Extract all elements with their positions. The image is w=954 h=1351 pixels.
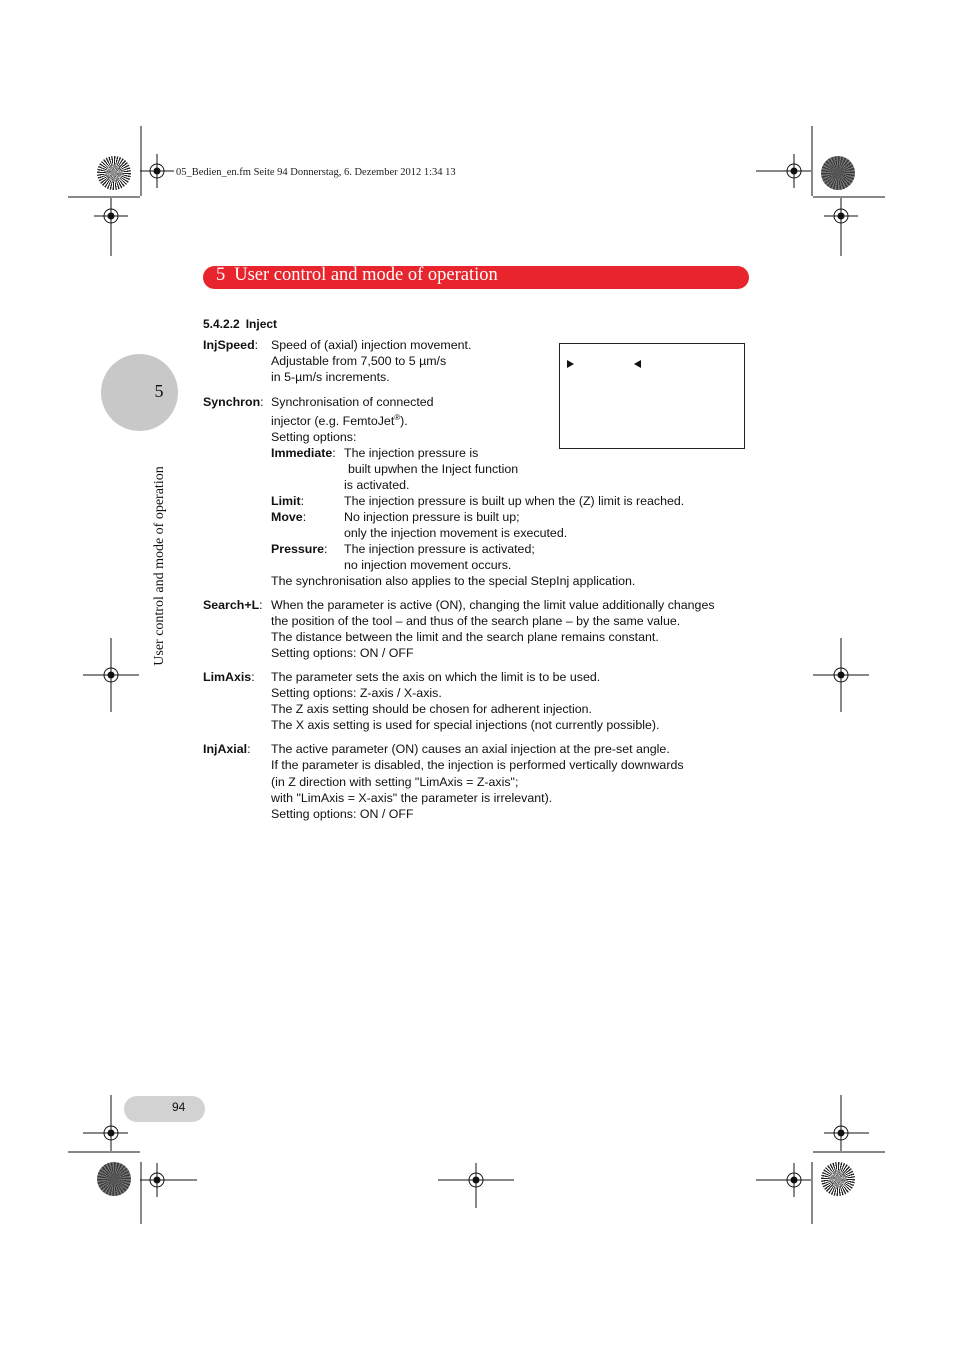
triangle-left-icon [634,360,641,368]
triangle-right-icon [567,360,574,368]
option-text: only the injection movement is executed. [344,526,568,540]
param-text: The active parameter (ON) causes an axial injection at the pre-set angle. [271,742,670,756]
option-text: No injection pressure is built up; [344,510,520,524]
option-text: The injection pressure is activated; [344,542,535,556]
section-title: Inject [245,317,278,331]
param-text: the position of the tool – and thus of the search plane – by the same value. [271,614,681,628]
param-text: Setting options: ON / OFF [271,807,414,821]
param-text: Setting options: Z-axis / X-axis. [271,686,442,700]
chapter-title-text: User control and mode of operation [234,265,498,285]
param-text: Adjustable from 7,500 to 5 µm/s [271,354,447,368]
device-display [559,343,745,449]
option-term-move: Move: [271,510,307,524]
param-term-injaxial: InjAxial: [203,742,251,756]
option-text: built upwhen the Inject function [348,462,519,476]
param-term-searchl: Search+L: [203,598,263,612]
section-heading [203,317,277,331]
param-text: Synchronisation of connected [271,395,434,409]
param-term-injspeed: InjSpeed: [203,338,259,352]
setting-options-label: Setting options: [271,430,357,444]
chapter-number: 5 [216,265,226,285]
param-term-synchron: Synchron: [203,395,264,409]
param-text: in 5-µm/s increments. [271,370,390,384]
param-text: Setting options: ON / OFF [271,646,414,660]
option-term-immediate: Immediate: [271,446,336,460]
chapter-title [216,265,498,286]
option-text: The injection pressure is built up when the (Z) limit is reached. [344,494,685,508]
side-chapter-label: User control and mode of operation [152,466,167,666]
param-text: The distance between the limit and the search plane remains constant. [271,630,659,644]
param-text: (in Z direction with setting "LimAxis = Z-axis"; [271,775,519,789]
option-term-pressure: Pressure: [271,542,328,556]
page-number: 94 [172,1100,186,1114]
option-term-limit: Limit: [271,494,305,508]
param-term-limaxis: LimAxis: [203,670,255,684]
param-text: The parameter sets the axis on which the limit is to be used. [271,670,601,684]
param-text: with "LimAxis = X-axis" the parameter is irrelevant). [271,791,553,805]
file-meta: 05_Bedien_en.fm Seite 94 Donnerstag, 6. Dezember 2012 1:34 13 [176,167,456,178]
param-text: injector (e.g. FemtoJet®). [271,413,408,429]
param-text: If the parameter is disabled, the injection is performed vertically downwards [271,758,684,772]
param-text: The Z axis setting should be chosen for adherent injection. [271,702,592,716]
section-number: 5.4.2.2 [203,317,240,331]
synchron-note: The synchronisation also applies to the special StepInj application. [271,574,636,588]
option-text: The injection pressure is [344,446,479,460]
param-text: When the parameter is active (ON), changing the limit value additionally changes [271,598,715,612]
option-text: is activated. [344,478,410,492]
param-text: Speed of (axial) injection movement. [271,338,472,352]
param-text: The X axis setting is used for special injections (not currently possible). [271,718,660,732]
option-text: no injection movement occurs. [344,558,512,572]
chapter-tab-number: 5 [154,381,164,401]
page-number-pill [124,1096,205,1122]
